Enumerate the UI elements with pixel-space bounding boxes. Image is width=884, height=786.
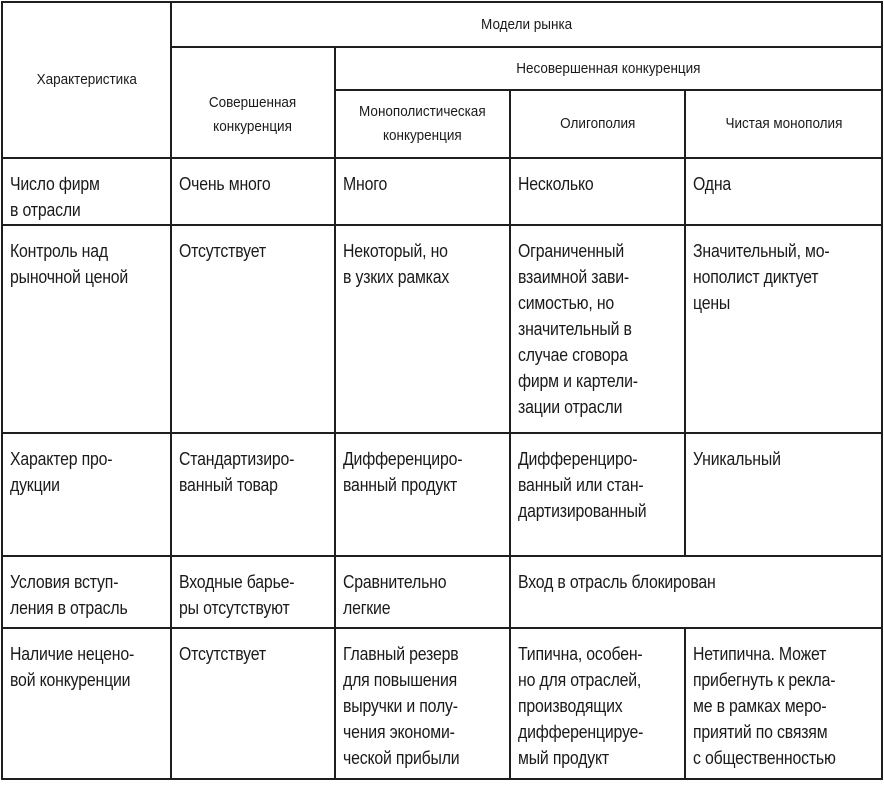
cell-monopolistic: Главный резерв для повышения выручки и полу- чения экономи- ческой прибыли: [335, 628, 510, 779]
cell-oligopoly-and-monopoly: Вход в отрасль блокирован: [510, 556, 882, 628]
cell-pure-monopoly: Одна: [685, 158, 882, 225]
cell-perfect: Отсутствует: [171, 225, 335, 433]
cell-oligopoly: Несколько: [510, 158, 685, 225]
cell-perfect: Отсутствует: [171, 628, 335, 779]
row-label-number-of-firms: Число фирм в отрасли: [2, 158, 171, 225]
header-perfect-competition: Совершенная конкуренция: [171, 47, 335, 158]
header-monopolistic-competition: Монополистическая конкуренция: [335, 90, 510, 158]
header-pure-monopoly: Чистая монополия: [685, 90, 882, 158]
cell-monopolistic: Сравнительно легкие: [335, 556, 510, 628]
table-row: [2, 225, 882, 433]
header-market-models: Модели рынка: [171, 2, 882, 47]
table-row: [2, 628, 882, 779]
table-row: [2, 158, 882, 225]
header-imperfect-competition: Несовершенная конкуренция: [335, 47, 882, 90]
cell-oligopoly: Типична, особен- но для отраслей, производящих дифференцируе- мый продукт: [510, 628, 685, 779]
header-characteristic: Характеристика: [2, 2, 171, 158]
table-row: [2, 556, 882, 628]
cell-pure-monopoly: Нетипична. Может прибегнуть к рекла- ме в рамках меро- приятий по связям с общественностью: [685, 628, 882, 779]
header-row-1: [2, 2, 882, 47]
cell-monopolistic: Много: [335, 158, 510, 225]
cell-perfect: Очень много: [171, 158, 335, 225]
row-label-entry-conditions: Условия вступ- ления в отрасль: [2, 556, 171, 628]
cell-monopolistic: Дифференциро- ванный продукт: [335, 433, 510, 556]
row-label-price-control: Контроль над рыночной ценой: [2, 225, 171, 433]
cell-pure-monopoly: Уникальный: [685, 433, 882, 556]
market-models-table: [1, 1, 883, 780]
row-label-product-type: Характер про- дукции: [2, 433, 171, 556]
cell-monopolistic: Некоторый, но в узких рамках: [335, 225, 510, 433]
row-label-non-price-competition: Наличие нецено- вой конкуренции: [2, 628, 171, 779]
cell-oligopoly: Дифференциро- ванный или стан- дартизированный: [510, 433, 685, 556]
cell-perfect: Стандартизиро- ванный товар: [171, 433, 335, 556]
cell-perfect: Входные барье- ры отсутствуют: [171, 556, 335, 628]
header-oligopoly: Олигополия: [510, 90, 685, 158]
cell-pure-monopoly: Значительный, мо- нополист диктует цены: [685, 225, 882, 433]
table-row: [2, 433, 882, 556]
cell-oligopoly: Ограниченный взаимной зави- симостью, но значительный в случае сговора фирм и картели- зации отрасли: [510, 225, 685, 433]
